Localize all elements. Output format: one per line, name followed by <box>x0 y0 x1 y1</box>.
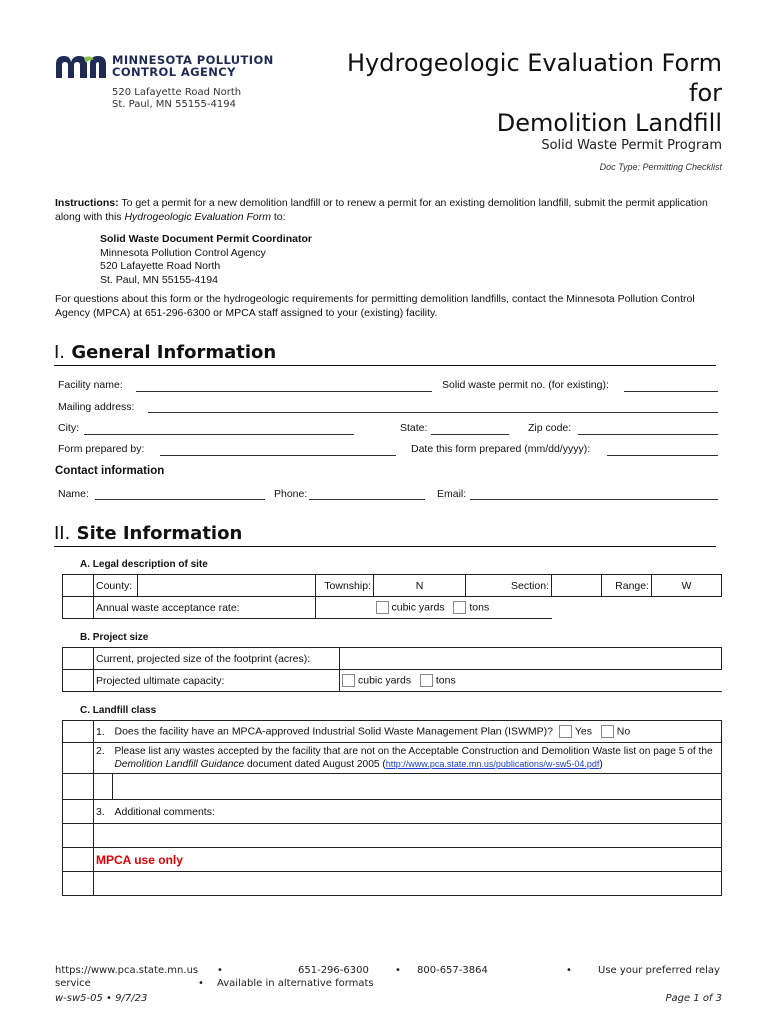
row-margin-cell <box>63 824 94 848</box>
agency-name <box>112 54 274 78</box>
ultimate-cubic-yards-checkbox[interactable] <box>342 674 355 687</box>
footprint-label: Current, projected size of the footprint (acres): <box>94 648 340 670</box>
q2-text-c: ) <box>599 759 603 770</box>
mailing-address-label: Mailing address: <box>58 401 135 413</box>
row-margin-cell <box>63 743 94 774</box>
doc-type: Doc Type: Permitting Checklist <box>599 162 722 172</box>
permit-no-field[interactable] <box>624 391 718 392</box>
footer-service: service <box>55 978 91 989</box>
section-field[interactable] <box>552 575 602 597</box>
zip-field[interactable] <box>578 434 718 435</box>
q2-publication-link[interactable]: http://www.pca.state.mn.us/publications/w-sw5-04.pdf <box>385 759 600 769</box>
agency-line1: MINNESOTA POLLUTION <box>112 53 274 67</box>
q1-yes-checkbox[interactable] <box>559 725 572 738</box>
legal-description-heading: A. Legal description of site <box>80 559 208 570</box>
mpca-use-field[interactable] <box>94 872 722 896</box>
q2-cell <box>113 743 722 774</box>
county-field[interactable] <box>138 575 316 597</box>
contact-name-field[interactable] <box>95 499 265 500</box>
contact-phone-label: Phone: <box>274 488 308 500</box>
section1-title: General Information <box>71 342 277 363</box>
township-field[interactable] <box>374 575 466 597</box>
coordinator-line2: 520 Lafayette Road North <box>100 260 221 272</box>
q1-cell <box>113 721 722 743</box>
contact-email-label: Email: <box>437 488 467 500</box>
questions-text: For questions about this form or the hydrogeologic requirements for permitting demolition landfills, contact the Minnesota Pollution Control Agency (MPCA) at 651-296-6300 or MPCA staff assigned to your (existing) facility. <box>55 293 695 319</box>
county-label: County: <box>94 575 138 597</box>
range-label: Range: <box>602 575 652 597</box>
row-margin-cell <box>63 648 94 670</box>
row-margin-cell <box>63 872 94 896</box>
ultimate-units[interactable] <box>340 670 722 692</box>
mpca-logo-icon <box>54 54 108 80</box>
section2-num: II. <box>54 523 71 544</box>
state-field[interactable] <box>431 434 509 435</box>
footer-alt-formats: Available in alternative formats <box>217 978 374 989</box>
cubic-yards-label: cubic yards <box>391 601 445 614</box>
permit-no-label: Solid waste permit no. (for existing): <box>442 379 609 391</box>
footer-bullet-4: • <box>198 978 204 989</box>
date-prepared-label: Date this form prepared (mm/dd/yyyy): <box>411 443 591 455</box>
acceptance-field[interactable] <box>316 597 374 619</box>
range-w: W <box>681 579 692 592</box>
row-margin-cell <box>63 774 94 800</box>
tons-checkbox[interactable] <box>453 601 466 614</box>
title-line3: Demolition Landfill <box>496 109 722 137</box>
township-n: N <box>415 579 424 592</box>
ultimate-tons-checkbox[interactable] <box>420 674 433 687</box>
row-margin-cell <box>63 721 94 743</box>
row-margin-cell <box>63 597 94 619</box>
coordinator-address <box>100 233 312 287</box>
tons-label: tons <box>469 601 490 614</box>
q2-answer-margin <box>94 774 113 800</box>
prepared-by-label: Form prepared by: <box>58 443 145 455</box>
prepared-by-field[interactable] <box>160 455 396 456</box>
acceptance-units <box>374 597 552 619</box>
section2-rule <box>54 546 716 547</box>
row-margin-cell <box>63 800 94 824</box>
instructions-label: Instructions: <box>55 197 119 209</box>
row-margin-cell <box>63 575 94 597</box>
q2-answer-field[interactable] <box>113 774 722 800</box>
footer-phone-1: 651-296-6300 <box>298 965 369 976</box>
section2-heading <box>54 523 242 544</box>
coordinator-line1: Minnesota Pollution Control Agency <box>100 246 266 259</box>
footer-doc-number: w-sw5-05 • 9/7/23 <box>55 993 148 1004</box>
landfill-class-table <box>62 720 722 896</box>
instructions-text-b: to: <box>270 210 286 223</box>
q1-no-checkbox[interactable] <box>601 725 614 738</box>
footer-url[interactable]: https://www.pca.state.mn.us <box>55 965 199 976</box>
row-margin-cell <box>63 848 94 872</box>
instructions <box>55 197 720 224</box>
legal-description-table <box>62 574 722 619</box>
instructions-form-name: Hydrogeologic Evaluation Form <box>124 210 271 223</box>
coordinator-line3: St. Paul, MN 55155-4194 <box>100 273 218 286</box>
acceptance-label: Annual waste acceptance rate: <box>94 597 316 619</box>
form-title <box>347 48 722 138</box>
mpca-use-label: MPCA use only <box>96 852 183 867</box>
footer-bullet-1: • <box>217 965 223 976</box>
ultimate-tons-label: tons <box>435 674 456 687</box>
footer-bullet-3: • <box>566 965 572 976</box>
footer-relay: Use your preferred relay <box>598 965 720 976</box>
contact-email-field[interactable] <box>470 499 718 500</box>
state-label: State: <box>400 422 428 434</box>
project-size-table <box>62 647 722 692</box>
q1-text: Does the facility have an MPCA-approved Industrial Solid Waste Management Plan (ISWMP)? <box>114 725 553 738</box>
title-line2: for <box>689 79 722 107</box>
footprint-field[interactable] <box>340 648 722 670</box>
ultimate-label: Projected ultimate capacity: <box>94 670 340 692</box>
footer-phone-2: 800-657-3864 <box>417 965 488 976</box>
township-label: Township: <box>316 575 374 597</box>
address-line2: St. Paul, MN 55155-4194 <box>112 99 236 110</box>
form-subtitle: Solid Waste Permit Program <box>541 138 722 153</box>
zip-label: Zip code: <box>528 422 572 434</box>
section2-title: Site Information <box>76 523 243 544</box>
q3-answer-field[interactable] <box>94 824 722 848</box>
section1-num: I. <box>54 342 66 363</box>
contact-phone-field[interactable] <box>309 499 425 500</box>
ultimate-cubic-yards-label: cubic yards <box>358 674 412 687</box>
row-margin-cell <box>63 670 94 692</box>
coordinator-title: Solid Waste Document Permit Coordinator <box>100 233 312 245</box>
instructions-text-a: To get a permit for a new demolition landfill or to renew a permit for an existing demolition landfill, submit the permit application along with this <box>55 197 708 223</box>
q1-number: 1. <box>94 721 113 743</box>
footer-bullet-2: • <box>395 965 401 976</box>
section-label: Section: <box>466 575 552 597</box>
date-prepared-field[interactable] <box>607 455 718 456</box>
q1-no-label: No <box>616 725 631 738</box>
address-line1: 520 Lafayette Road North <box>112 87 242 98</box>
q3-text: Additional comments: <box>113 800 722 824</box>
facility-name-field[interactable] <box>136 391 432 392</box>
q2-number: 2. <box>94 743 113 774</box>
cubic-yards-checkbox[interactable] <box>376 601 389 614</box>
q1-yes-label: Yes <box>574 725 592 738</box>
contact-name-label: Name: <box>58 488 89 500</box>
landfill-class-heading: C. Landfill class <box>80 705 157 716</box>
mailing-address-field[interactable] <box>148 412 718 413</box>
section1-heading <box>54 342 276 363</box>
contact-heading: Contact information <box>55 465 165 477</box>
range-field[interactable] <box>652 575 722 597</box>
facility-name-label: Facility name: <box>58 379 123 391</box>
agency-address <box>112 87 241 111</box>
q3-number: 3. <box>94 800 113 824</box>
q2-text-a: Please list any wastes accepted by the facility that are not on the Acceptable Construction and Demolition Waste list on page 5 of the <box>114 746 713 757</box>
empty-cell <box>552 597 722 619</box>
title-line1: Hydrogeologic Evaluation Form <box>347 49 722 77</box>
agency-line2: CONTROL AGENCY <box>112 65 236 79</box>
city-field[interactable] <box>84 434 354 435</box>
q2-guidance-title: Demolition Landfill Guidance <box>114 759 245 770</box>
footer-page-number: Page 1 of 3 <box>665 993 722 1004</box>
project-size-heading: B. Project size <box>80 632 149 643</box>
city-label: City: <box>58 422 79 434</box>
q2-text-b: document dated August 2005 ( <box>244 759 386 770</box>
mpca-use-cell <box>94 848 722 872</box>
section1-rule <box>54 365 716 366</box>
